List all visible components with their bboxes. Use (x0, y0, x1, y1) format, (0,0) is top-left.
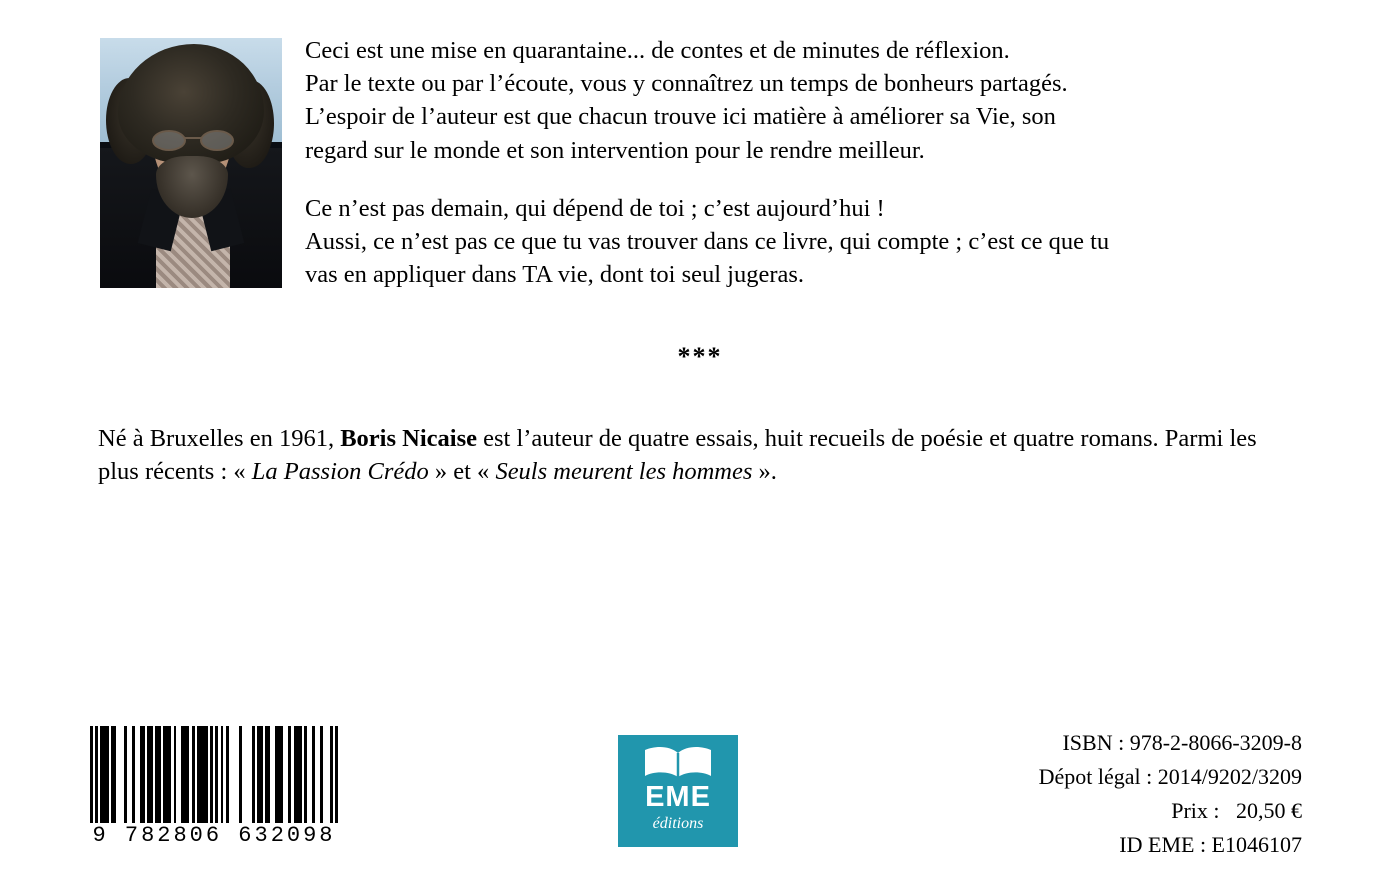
bio-between-titles: » et « (428, 458, 496, 486)
publisher-subtitle: éditions (652, 815, 704, 832)
blurb-line-6: Aussi, ce n’est pas ce que tu vas trouver dans ce livre, qui compte ; c’est ce que tu (305, 227, 1110, 255)
barcode-digits: 9 782806 632098 (90, 823, 338, 848)
blurb-line-2: Par le texte ou par l’écoute, vous y connaîtrez un temps de bonheurs partagés. (305, 70, 1068, 98)
blurb-line-5: Ce n’est pas demain, qui dépend de toi ; c’est aujourd’hui ! (305, 194, 885, 222)
bio-text-before-name: Né à Bruxelles en 1961, (98, 425, 341, 452)
bio-text-after-name: est l’auteur de quatre essais, huit recueils de poésie et quatre romans. Parmi les plus récents : « (98, 425, 1257, 486)
price-text: Prix : 20,50 € (1171, 798, 1302, 824)
colophon (1039, 726, 1302, 862)
open-book-icon (642, 745, 714, 779)
blurb-line-7: vas en appliquer dans TA vie, dont toi seul jugeras. (305, 261, 805, 289)
blurb-line-3: L’espoir de l’auteur est que chacun trouve ici matière à améliorer sa Vie, son (305, 103, 1056, 131)
isbn-text: ISBN : 978-2-8066-3209-8 (1062, 730, 1302, 755)
publisher-name: EME (645, 781, 711, 813)
legal-deposit-text: Dépot légal : 2014/9202/3209 (1038, 764, 1302, 790)
publisher-logo (618, 735, 738, 847)
id-eme-text: ID EME : E1046107 (1119, 832, 1302, 858)
glasses-bridge (184, 137, 202, 139)
photo-glasses (152, 130, 234, 148)
glasses-lens-right (200, 130, 234, 151)
author-photo (100, 38, 282, 288)
section-separator: *** (677, 342, 723, 371)
barcode (90, 726, 338, 848)
blurb-line-1: Ceci est une mise en quarantaine... de contes et de minutes de réflexion. (305, 37, 1010, 64)
bio-book-title-2: Seuls meurent les hommes (495, 458, 753, 486)
bio-text-end: ». (752, 458, 777, 486)
bio-author-name: Boris Nicaise (340, 425, 477, 452)
author-bio (98, 422, 1302, 489)
blurb-text (305, 34, 1305, 291)
blurb-line-4: regard sur le monde et son intervention pour le rendre meilleur. (305, 136, 925, 164)
glasses-lens-left (152, 130, 186, 151)
bio-book-title-1: La Passion Crédo (251, 458, 429, 486)
